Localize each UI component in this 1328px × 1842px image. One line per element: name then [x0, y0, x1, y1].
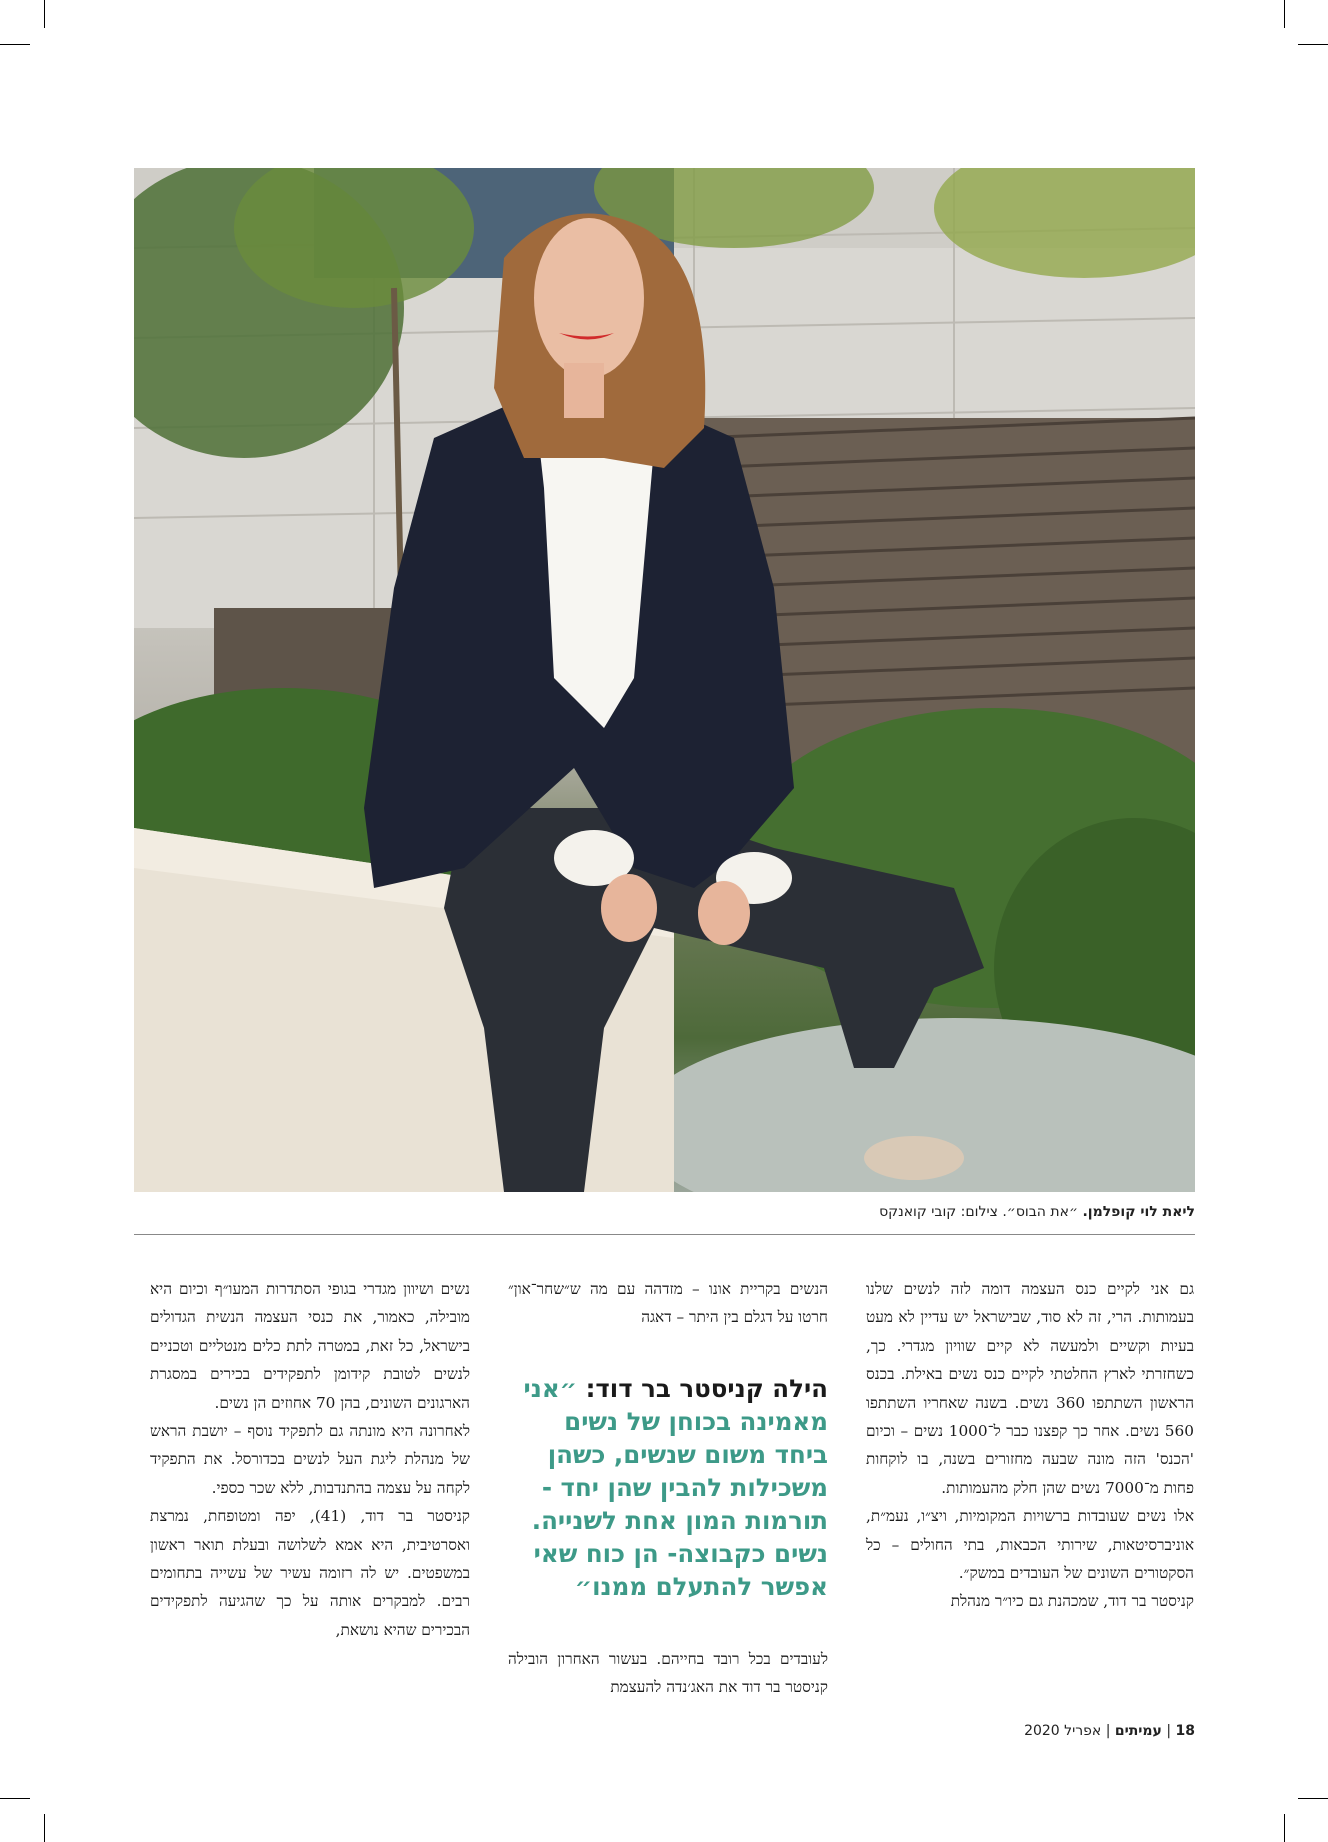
paragraph: קניסטר בר דוד, (41), יפה ומטופחת, נמרצת ואסרטיבית, היא אמא לשלושה ובעלת תואר ראשון במשפטים. יש לה רזומה עשיר של עשייה בתחומים רבים. למבקרים אותה על כך שהגיעה לתפקידים הבכירים שהיא נושאת,	[150, 1507, 470, 1639]
paragraph: לעובדים בכל רובד בחייהם. בעשור האחרון הובילה קניסטר בר דוד את האג׳נדה להעצמת	[508, 1649, 828, 1697]
page-number: 18	[1175, 1723, 1195, 1739]
crop-mark	[44, 1814, 45, 1842]
article-column-right	[866, 1275, 1194, 1616]
pull-quote-text: ״אני מאמינה בכוחן של נשים ביחד משום שנשים, כשהן משכילות להבין שהן יחד - תורמות המון אחת לשנייה. נשים כקבוצה- הן כוח שאי אפשר להתעלם ממנו״	[523, 1373, 828, 1601]
page-footer	[980, 1723, 1195, 1739]
crop-mark	[1284, 0, 1285, 28]
paragraph: אלו נשים שעובדות ברשויות המקומיות, ויצ״ו, נעמ״ת, אוניברסיטאות, שירותי הכבאות, בתי החולים – כל הסקטורים השונים של העובדים במשק״.	[866, 1507, 1194, 1583]
paragraph: לאחרונה היא מונתה גם לתפקיד נוסף – יושבת הראש של מנהלת ליגת העל לנשים בכדורסל. את התפקיד לקחה על עצמה בהתנדבות, ללא שכר כספי.	[150, 1422, 470, 1497]
crop-mark	[44, 0, 45, 28]
caption-credit: ״את הבוס״. צילום: קובי קואנקס	[879, 1204, 1083, 1220]
pull-quote-speaker: הילה קניסטר בר דוד:	[577, 1373, 828, 1403]
article-column-left	[150, 1275, 470, 1644]
crop-mark	[0, 44, 30, 45]
paragraph: נשים ושיוון מגדרי בגופי הסתדרות המעו״ף וכיום היא מובילה, כאמור, את כנסי העצמה הנשית הגדולים בישראל, כל זאת, במטרה לתת כלים מנטליים וטכניים לנשים לטובת קידומן לתפקידים בכירים במסגרת הארגונים השונים, בהן 70 אחוזים הן נשים.	[150, 1280, 470, 1412]
crop-mark	[1298, 1798, 1328, 1799]
magazine-name: עמיתים	[1114, 1723, 1162, 1739]
crop-mark	[0, 1798, 30, 1799]
article-column-middle	[508, 1275, 828, 1702]
pull-quote	[508, 1372, 828, 1603]
crop-mark	[1284, 1814, 1285, 1842]
paragraph: הנשים בקריית אונו – מזדהה עם מה ש״שחר־און״ חרטו על דגלם בין היתר – דאגה	[508, 1280, 828, 1327]
footer-separator: |	[1161, 1723, 1176, 1739]
footer-separator: |	[1101, 1723, 1115, 1739]
paragraph: קניסטר בר דוד, שמכהנת גם כיו״ר מנהלת	[950, 1592, 1194, 1611]
portrait-photo	[134, 168, 1195, 1192]
divider	[134, 1234, 1195, 1235]
crop-mark	[1298, 44, 1328, 45]
photo-caption	[134, 1204, 1195, 1220]
paragraph: גם אני לקיים כנס העצמה דומה לזה לנשים שלנו בעמותות. הרי, זה לא סוד, שבישראל יש עדיין לא מעט בעיות וקשיים ולמעשה לא קיים שוויון מגדרי. כך, כשחזרתי לארץ החלטתי לקיים כנס נשים באילת. בכנס הראשון השתתפו 360 נשים. בשנה שאחריו השתתפו 560 נשים. אחר כך קפצנו כבר ל־1000 נשים – וכיום 'הכנס' הזה מונה שבעה מחזורים בשנה, בו לוקחות פחות מ־7000 נשים שהן חלק מהעמותות.	[866, 1280, 1194, 1497]
issue-date: אפריל 2020	[1024, 1723, 1102, 1739]
caption-name: ליאת לוי קופלמן.	[1082, 1204, 1195, 1220]
